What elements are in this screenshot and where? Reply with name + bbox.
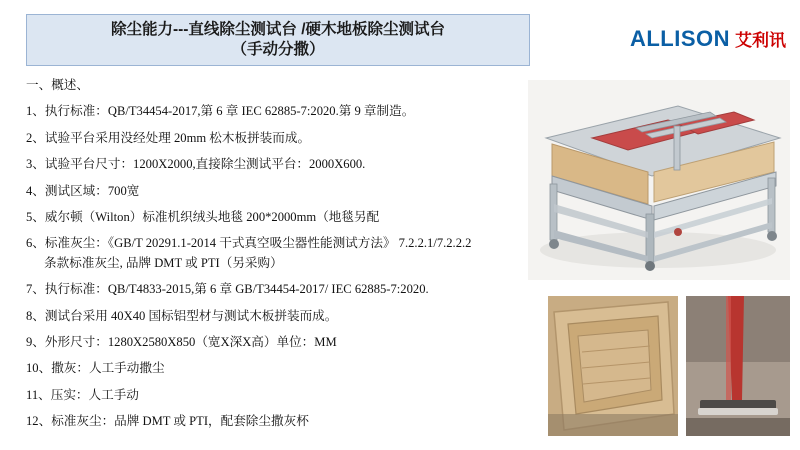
list-item: 8、测试台采用 40X40 国标铝型材与测试木板拼装而成。 (26, 308, 338, 323)
page-title-line1: 除尘能力---直线除尘测试台 /硬木地板除尘测试台 (110, 21, 446, 38)
page-title-line2: （手动分撒） (231, 41, 325, 58)
brand-name-latin: ALLISON (629, 26, 730, 51)
list-item: 11、压实：人工手动 (26, 387, 139, 402)
wooden-platform-illustration (548, 296, 678, 436)
list-item: 4、测试区域：700宽 (26, 183, 140, 198)
wooden-platform-photo (548, 296, 678, 436)
list-item: 一、概述、 (26, 78, 89, 92)
list-item: 5、威尔顿（Wilton）标准机织绒头地毯 200*2000mm（地毯另配 (26, 209, 380, 224)
list-item: 12、标准灰尘：品牌 DMT 或 PTI，配套除尘撒灰杯 (26, 414, 309, 429)
list-item: 2、试验平台采用没经处理 20mm 松木板拼装而成。 (26, 130, 311, 145)
brand-logo (630, 26, 786, 52)
brand-name-chinese: 艾利讯 (735, 31, 786, 50)
list-item: 10、撒灰：人工手动撒尘 (26, 361, 165, 376)
list-item: 9、外形尺寸：1280X2580X850（宽X深X高）单位：MM (26, 334, 337, 349)
list-item-continuation: 条款标准灰尘, 品牌 DMT 或 PTI（另采购） (44, 255, 283, 270)
page-title (26, 14, 530, 66)
dust-spreader-illustration (686, 296, 790, 436)
list-item: 6、标准灰尘：《GB/T 20291.1-2014 干式真空吸尘器性能测试方法》 7.2.2.1/7.2.2.2 (26, 236, 472, 251)
test-rig-illustration (528, 80, 790, 280)
dust-spreader-photo (686, 296, 790, 436)
test-rig-photo (528, 80, 790, 280)
list-item: 3、试验平台尺寸：1200X2000,直接除尘测试平台：2000X600. (26, 157, 366, 172)
specification-list (26, 78, 526, 440)
list-item: 7、执行标准：QB/T4833-2015,第 6 章 GB/T34454-2017/ IEC 62885-7:2020. (26, 282, 429, 297)
list-item: 1、执行标准：QB/T34454-2017,第 6 章 IEC 62885-7:2020.第 9 章制造。 (26, 104, 415, 119)
